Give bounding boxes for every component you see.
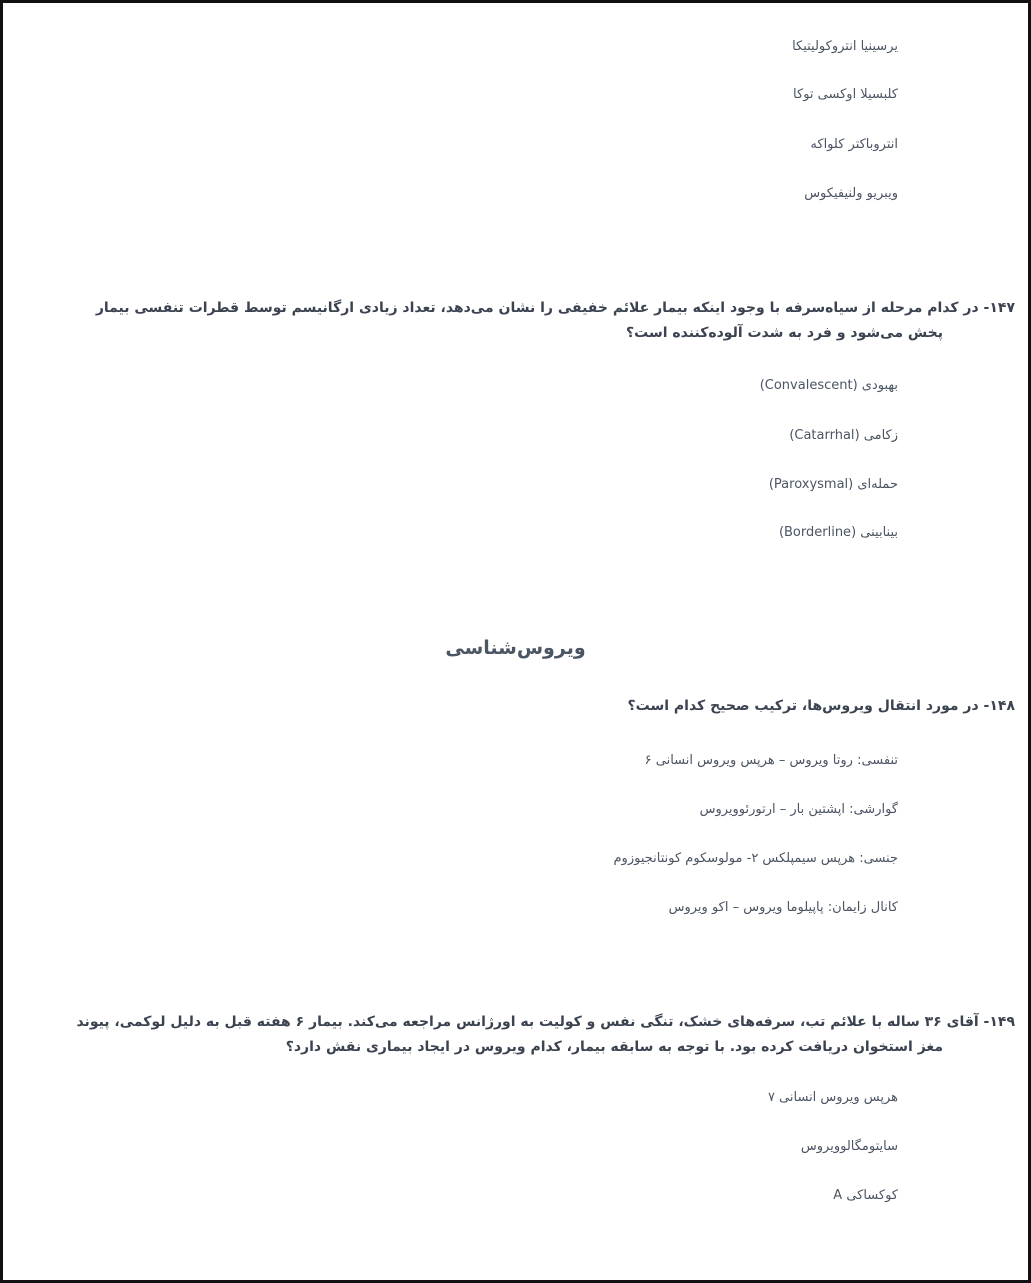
q146-option-3[interactable]: انتروباکتر کلواکه: [810, 137, 898, 152]
q147-option-2[interactable]: زکامی (Catarrhal): [789, 428, 898, 443]
q147-option-1[interactable]: بهبودی (Convalescent): [759, 378, 898, 393]
q147-option-3[interactable]: حمله‌ای (Paroxysmal): [768, 477, 898, 492]
q146-option-1[interactable]: یرسینیا انتروکولیتیکا: [792, 39, 898, 54]
q147-line1: ۱۴۷- در کدام مرحله از سیاه‌سرفه با وجود اینکه بیمار علائم خفیفی را نشان می‌دهد، تعداد زیادی ارگانیسم توسط قطرات تنفسی بیمار: [95, 300, 1015, 316]
q148-question: [628, 694, 1015, 719]
q149-line2: مغز استخوان دریافت کرده بود. با توجه به سابقه بیمار، کدام ویروس در ایجاد بیماری نقش دارد؟: [285, 1039, 943, 1055]
q146-option-2[interactable]: کلبسیلا اوکسی توکا: [793, 87, 898, 102]
q149-question: [76, 1010, 1015, 1060]
q149-option-2[interactable]: سایتومگالوویروس: [800, 1139, 898, 1154]
q149-line1: ۱۴۹- آقای ۳۶ ساله با علائم تب، سرفه‌های خشک، تنگی نفس و کولیت به اورژانس مراجعه می‌کند. بیمار ۶ هفته قبل به دلیل لوکمی، پیوند: [76, 1014, 1015, 1030]
q149-option-3[interactable]: کوکساکی A: [833, 1188, 898, 1203]
q148-option-3[interactable]: جنسی: هرپس سیمپلکس ۲- مولوسکوم کونتانجیوزوم: [613, 851, 898, 866]
q147-line2: پخش می‌شود و فرد به شدت آلوده‌کننده است؟: [626, 325, 943, 341]
section-title: ویروس‌شناسی: [445, 637, 586, 659]
q148-option-4[interactable]: کانال زایمان: پاپیلوما ویروس – اکو ویروس: [668, 900, 898, 915]
q149-option-1[interactable]: هرپس ویروس انسانی ۷: [767, 1090, 898, 1105]
q147-question: [96, 296, 1015, 346]
q146-option-4[interactable]: ویبریو ولنیفیکوس: [804, 186, 898, 201]
q148-option-1[interactable]: تنفسی: روتا ویروس – هرپس ویروس انسانی ۶: [644, 753, 898, 768]
q147-option-4[interactable]: بینابینی (Borderline): [778, 525, 898, 540]
q148-line1: ۱۴۸- در مورد انتقال ویروس‌ها، ترکیب صحیح کدام است؟: [627, 698, 1015, 714]
q148-option-2[interactable]: گوارشی: اپشتین بار – ارتورئوویروس: [699, 802, 898, 817]
